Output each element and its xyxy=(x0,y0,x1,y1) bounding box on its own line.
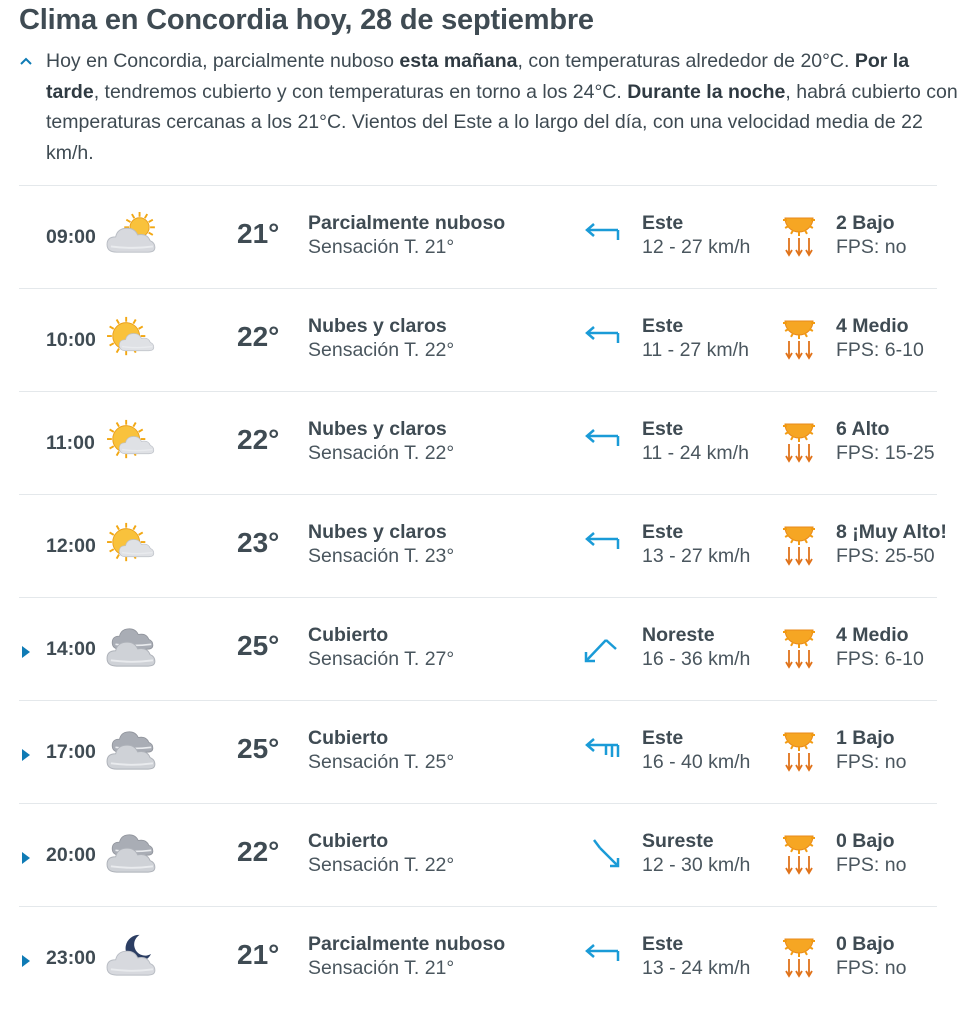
page-title: Clima en Concordia hoy, 28 de septiembre xyxy=(19,4,594,36)
wind-direction: Este xyxy=(642,315,684,337)
hour-time: 10:00 xyxy=(46,329,96,351)
wind-direction: Noreste xyxy=(642,624,715,646)
sun-and-clouds-icon xyxy=(103,315,157,359)
summary-emphasis: Por la tarde xyxy=(46,50,910,103)
wind-arrow-east-strong-icon xyxy=(582,733,622,767)
overcast-icon xyxy=(103,830,157,874)
wind-speed: 13 - 24 km/h xyxy=(642,957,751,979)
wind-arrow-southeast-icon xyxy=(582,836,622,870)
hour-row xyxy=(0,392,937,495)
hour-time: 14:00 xyxy=(46,638,96,660)
hour-condition: Nubes y claros xyxy=(308,521,447,543)
hour-row[interactable] xyxy=(0,701,937,804)
hour-feels-like: Sensación T. 25° xyxy=(308,751,455,773)
hour-feels-like: Sensación T. 22° xyxy=(308,442,455,464)
hour-row[interactable] xyxy=(0,598,937,701)
wind-direction: Este xyxy=(642,727,684,749)
wind-direction: Este xyxy=(642,521,684,543)
hour-feels-like: Sensación T. 27° xyxy=(308,648,455,670)
uv-index: 4 Medio xyxy=(836,315,909,337)
hour-row[interactable] xyxy=(0,907,937,1010)
hour-condition: Cubierto xyxy=(308,624,389,646)
hour-temperature: 23° xyxy=(237,527,280,558)
wind-arrow-east-icon xyxy=(582,424,622,458)
summary-text: Hoy en Concordia, parcialmente nuboso xyxy=(46,50,400,72)
wind-arrow-east-icon xyxy=(582,321,622,355)
chevron-up-icon[interactable] xyxy=(19,56,33,66)
wind-arrow-northeast-icon xyxy=(582,630,622,664)
sun-protection-factor: FPS: no xyxy=(836,236,907,258)
wind-direction: Este xyxy=(642,933,684,955)
expand-caret-icon[interactable] xyxy=(22,646,30,658)
uv-index-icon xyxy=(781,622,817,670)
wind-speed: 11 - 24 km/h xyxy=(642,442,749,464)
uv-index: 0 Bajo xyxy=(836,830,895,852)
hour-feels-like: Sensación T. 21° xyxy=(308,236,455,258)
uv-index: 1 Bajo xyxy=(836,727,895,749)
sun-and-clouds-icon xyxy=(103,521,157,565)
summary-text: , con temperaturas alrededor de 20°C. xyxy=(517,50,855,72)
partly-cloudy-night-icon xyxy=(103,933,157,977)
hour-condition: Cubierto xyxy=(308,727,389,749)
wind-speed: 12 - 27 km/h xyxy=(642,236,751,258)
sun-protection-factor: FPS: no xyxy=(836,751,907,773)
overcast-icon xyxy=(103,624,157,668)
wind-speed: 16 - 36 km/h xyxy=(642,648,751,670)
wind-direction: Este xyxy=(642,212,684,234)
hour-time: 17:00 xyxy=(46,741,96,763)
hour-row xyxy=(0,186,937,289)
partly-cloudy-day-icon xyxy=(103,212,157,256)
uv-index-icon xyxy=(781,725,817,773)
wind-direction: Sureste xyxy=(642,830,714,852)
hour-row xyxy=(0,495,947,598)
uv-index: 4 Medio xyxy=(836,624,909,646)
hour-condition: Nubes y claros xyxy=(308,418,447,440)
sun-protection-factor: FPS: no xyxy=(836,957,907,979)
hour-feels-like: Sensación T. 22° xyxy=(308,854,455,876)
uv-index: 6 Alto xyxy=(836,418,890,440)
uv-index-icon xyxy=(781,931,817,979)
hour-feels-like: Sensación T. 21° xyxy=(308,957,455,979)
hour-time: 12:00 xyxy=(46,535,96,557)
hour-time: 20:00 xyxy=(46,844,96,866)
sun-protection-factor: FPS: 25-50 xyxy=(836,545,935,567)
summary-text: , tendremos cubierto y con temperaturas en torno a los 24°C. xyxy=(93,80,628,103)
sun-protection-factor: FPS: 6-10 xyxy=(836,339,924,361)
uv-index-icon xyxy=(781,210,817,258)
hour-condition: Parcialmente nuboso xyxy=(308,933,506,955)
uv-index-icon xyxy=(781,828,817,876)
sun-protection-factor: FPS: 15-25 xyxy=(836,442,935,464)
hour-time: 09:00 xyxy=(46,226,96,248)
hour-temperature: 21° xyxy=(237,939,280,970)
sun-protection-factor: FPS: 6-10 xyxy=(836,648,924,670)
wind-speed: 11 - 27 km/h xyxy=(642,339,749,361)
hour-time: 23:00 xyxy=(46,947,96,969)
hour-temperature: 21° xyxy=(237,218,280,249)
expand-caret-icon[interactable] xyxy=(22,852,30,864)
summary-emphasis: esta mañana xyxy=(399,50,518,72)
wind-arrow-east-icon xyxy=(582,939,622,973)
sun-and-clouds-icon xyxy=(103,418,157,462)
hour-time: 11:00 xyxy=(46,432,95,454)
uv-index-icon xyxy=(781,313,817,361)
wind-speed: 12 - 30 km/h xyxy=(642,854,751,876)
expand-caret-icon[interactable] xyxy=(22,955,30,967)
day-summary xyxy=(19,46,959,168)
uv-index: 2 Bajo xyxy=(836,212,895,234)
hour-row[interactable] xyxy=(0,804,937,907)
uv-index: 0 Bajo xyxy=(836,933,895,955)
hour-condition: Parcialmente nuboso xyxy=(308,212,506,234)
summary-emphasis: Durante la noche xyxy=(627,80,786,103)
wind-arrow-east-icon xyxy=(582,218,622,252)
hour-row xyxy=(0,289,937,392)
hour-temperature: 22° xyxy=(237,836,280,867)
wind-arrow-east-icon xyxy=(582,527,622,561)
overcast-icon xyxy=(103,727,157,771)
hour-feels-like: Sensación T. 22° xyxy=(308,339,455,361)
wind-direction: Este xyxy=(642,418,684,440)
hour-condition: Nubes y claros xyxy=(308,315,447,337)
hour-temperature: 22° xyxy=(237,321,280,352)
hour-feels-like: Sensación T. 23° xyxy=(308,545,455,567)
uv-index-icon xyxy=(781,416,817,464)
hour-temperature: 25° xyxy=(237,733,280,764)
uv-index: 8 ¡Muy Alto! xyxy=(836,521,947,543)
wind-speed: 13 - 27 km/h xyxy=(642,545,751,567)
uv-index-icon xyxy=(781,519,817,567)
hour-temperature: 25° xyxy=(237,630,280,661)
hour-condition: Cubierto xyxy=(308,830,389,852)
summary-text: , habrá cubierto con temperaturas cercanas a los 21°C. Vientos del Este a lo largo del día, con una velocidad media de 22 km/h. xyxy=(46,80,958,164)
sun-protection-factor: FPS: no xyxy=(836,854,907,876)
expand-caret-icon[interactable] xyxy=(22,749,30,761)
hour-temperature: 22° xyxy=(237,424,280,455)
wind-speed: 16 - 40 km/h xyxy=(642,751,751,773)
